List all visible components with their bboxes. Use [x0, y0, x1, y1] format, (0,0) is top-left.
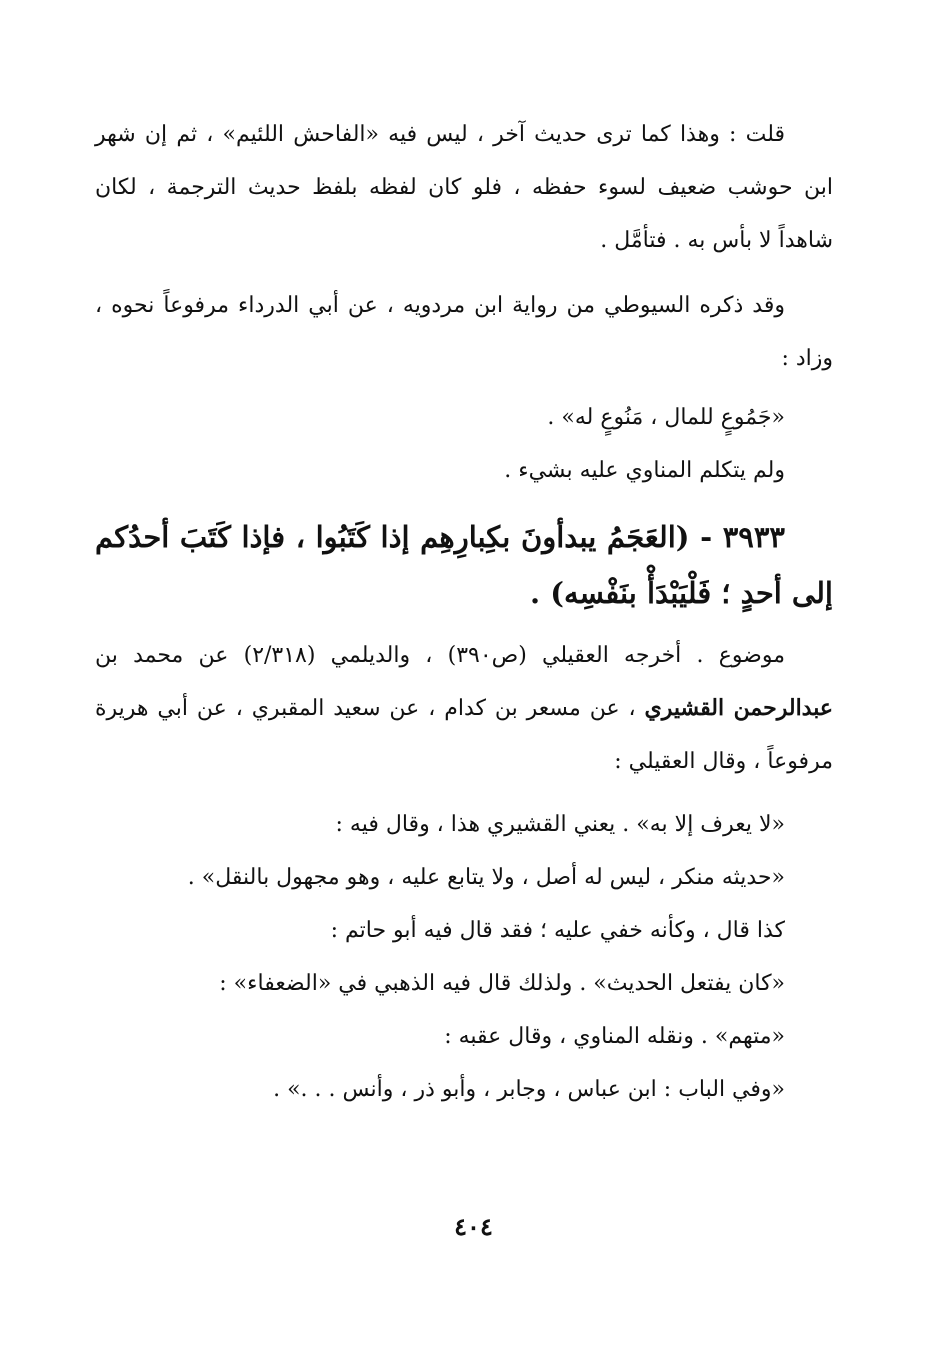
- paragraph-takhrij: [95, 629, 833, 788]
- paragraph-shahr-ibn-hawshab: قلت : وهذا كما ترى حديث آخر ، ليس فيه «الفاحش اللئيم» ، ثم إن شهر ابن حوشب ضعيف لسوء حفظه ، فلو كان لفظه بلفظ حديث الترجمة ، لكان شاهداً لا بأس به . فتأمَّل .: [95, 122, 833, 253]
- quote-abu-hatim: كذا قال ، وكأنه خفي عليه ؛ فقد قال فيه أبو حاتم :: [330, 918, 785, 943]
- quote-la-yuraf: «لا يعرف إلا به» . يعني القشيري هذا ، وقال فيه :: [335, 812, 785, 837]
- quotes-section: [95, 798, 833, 1116]
- quote-muttaham: «متهم» . ونقله المناوي ، وقال عقبه :: [444, 1024, 785, 1049]
- page-number: ٤٠٤: [454, 1212, 493, 1241]
- quote-dhahabi: «كان يفتعل الحديث» . ولذلك قال فيه الذهبي في «الضعفاء» :: [219, 971, 785, 996]
- quote-jamuu: «جَمُوعٍ للمال ، مَنُوعٍ له» .: [547, 405, 785, 430]
- paragraph-suyuti: وقد ذكره السيوطي من رواية ابن مردويه ، عن أبي الدرداء مرفوعاً نحوه ، وزاد :: [95, 293, 833, 371]
- takhrij-text-end: ، عن مسعر بن كدام ، عن سعيد المقبري ، عن أبي هريرة مرفوعاً ، وقال العقيلي :: [95, 696, 833, 774]
- quote-hadithuhu-munkar: «حديثه منكر ، ليس له أصل ، ولا يتابع عليه ، وهو مجهول بالنقل» .: [187, 865, 785, 890]
- page-body: [95, 108, 833, 1248]
- takhrij-text-start: موضوع . أخرجه العقيلي (ص٣٩٠) ، والديلمي (٢/٣١٨) عن محمد بن: [95, 643, 786, 668]
- paragraph-munawi: ولم يتكلم المناوي عليه بشيء .: [504, 458, 785, 483]
- quote-fil-bab: «وفي الباب : ابن عباس ، وجابر ، وأبو ذر ، وأنس . . .» .: [273, 1077, 785, 1102]
- hadith-heading-3933: ٣٩٣٣ - (العَجَمُ يبدأونَ بكِبارِهِم إذا كَتَبُوا ، فإذا كَتَبَ أحدُكم إلى أحدٍ ؛ فَلْيَبْدَأْ بنَفْسِه) .: [95, 520, 833, 610]
- narrator-name: عبدالرحمن القشيري: [644, 695, 833, 721]
